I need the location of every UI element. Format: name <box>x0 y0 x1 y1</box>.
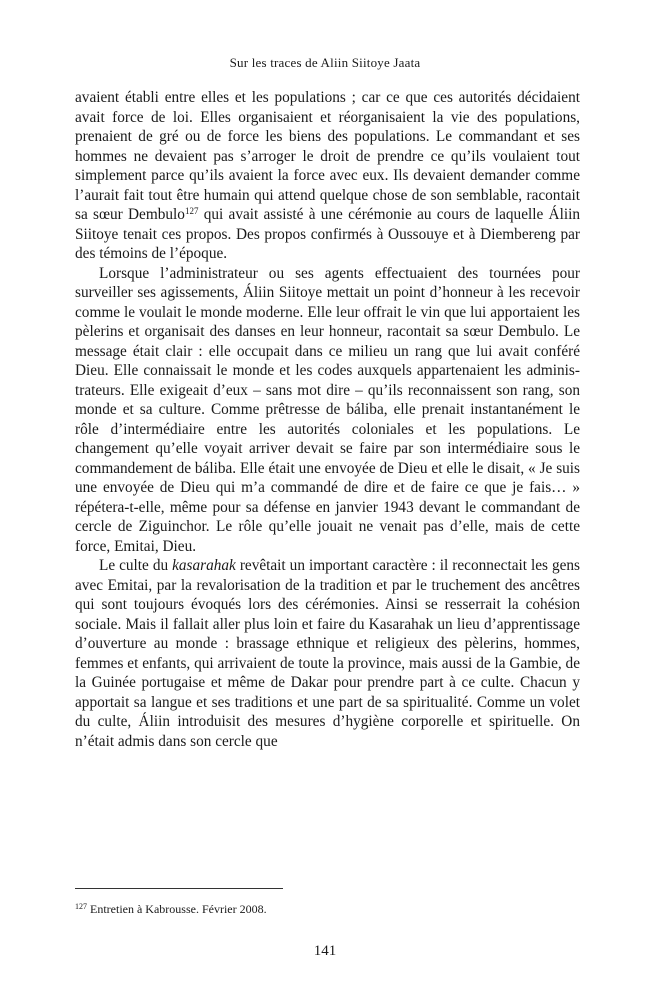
paragraph-3-text: revêtait un important caractère : il reconnectait les gens avec Emitai, par la revalorisation de la tradition et par le truchement des ancêtres qui sont toujours évoqués lors des cérémonies. Ainsi se resserrait la cohésion sociale. Mais il fallait aller plus loin et faire du Kasarahak un lieu d’apprentissage d’ouverture au monde : brassage ethnique et religieux des pèlerins, hommes, femmes et enfants, qui arrivaient de toute la province, mais aussi de la Gambie, de la Guinée portugaise et même de Dakar pour prendre part à ce culte. Chacun y apportait sa langue et ses traditions et une part de sa spiritualité. Comme un volet du culte, Áliin introduisit des mesures d’hygiène corporelle et spirituelle. On n’était admis dans son cercle que <box>75 557 580 750</box>
paragraph-1 <box>75 88 580 264</box>
main-text <box>75 88 580 751</box>
paragraph-2: Lorsque l’administrateur ou ses agents effectuaient des tournées pour surveiller ses agissements, Áliin Siitoye mettait un point d’honneur à les recevoir comme le voulait le monde moderne. Elle leur offrait le vin que lui apportaient les pèlerins et organisait des danses en leur honneur, racontait sa sœur Dembulo. Le message était clair : elle occupait dans ce milieu un rang que lui avait conféré Dieu. Elle connaissait le monde et les codes auxquels appartenaient les administrateurs. Elle exigeait d’eux – sans mot dire – qu’ils reconnaissent son rang, son monde et sa culture. Comme prêtresse de báliba, elle prenait instantanément le rôle d’intermédiaire entre les autorités coloniales et les populations. Le changement qu’elle voyait arriver devait se faire par son intermédiaire sous le commandement de báliba. Elle était une envoyée de Dieu et elle le disait, « Je suis une envoyée de Dieu qui m’a commandé de dire et de faire ce que je fais… » répétera-t-elle, même pour sa défense en janvier 1943 devant le commandant de cercle de Ziguinchor. Le rôle qu’elle jouait ne venait pas d’elle, mais de cette force, Emitai, Dieu. <box>75 264 580 555</box>
paragraph-1-text-a: avaient établi entre elles et les populations ; car ce que ces autorités décidaient avait force de loi. Elles organisaient et réorganisaient la vie des populations, prenaient de gré ou de force les biens des populations. Le commandant et ses hommes ne devaient pas s’arroger le droit de prendre ce qu’ils voulaient tout simplement parce qu’ils avaient la force avec eux. Ils devaient demander comme l’aurait fait tout être humain qui attend quelque chose de son semblable, racontait sa sœur Dembulo <box>75 89 580 223</box>
running-head: Sur les traces de Aliin Siitoye Jaata <box>229 55 421 70</box>
footnote-divider <box>75 888 283 889</box>
footnote-127 <box>75 902 580 917</box>
footnote-number: 127 <box>75 902 87 911</box>
footnote-text: Entretien à Kabrousse. Février 2008. <box>87 902 267 916</box>
footnote-reference: 127 <box>184 206 199 216</box>
paragraph-1-text-b: qui avait assisté à une cérémonie au cours de laquelle Áliin Siitoye tenait ces propos. Des propos confirmés à Oussouye et à Diembereng par des témoins de l’époque. <box>75 206 580 262</box>
italic-term-kasarahak: kasarahak <box>172 557 236 574</box>
paragraph-3-lead: Le culte du <box>99 557 173 574</box>
page-number: 141 <box>313 943 337 959</box>
paragraph-3 <box>75 556 580 751</box>
